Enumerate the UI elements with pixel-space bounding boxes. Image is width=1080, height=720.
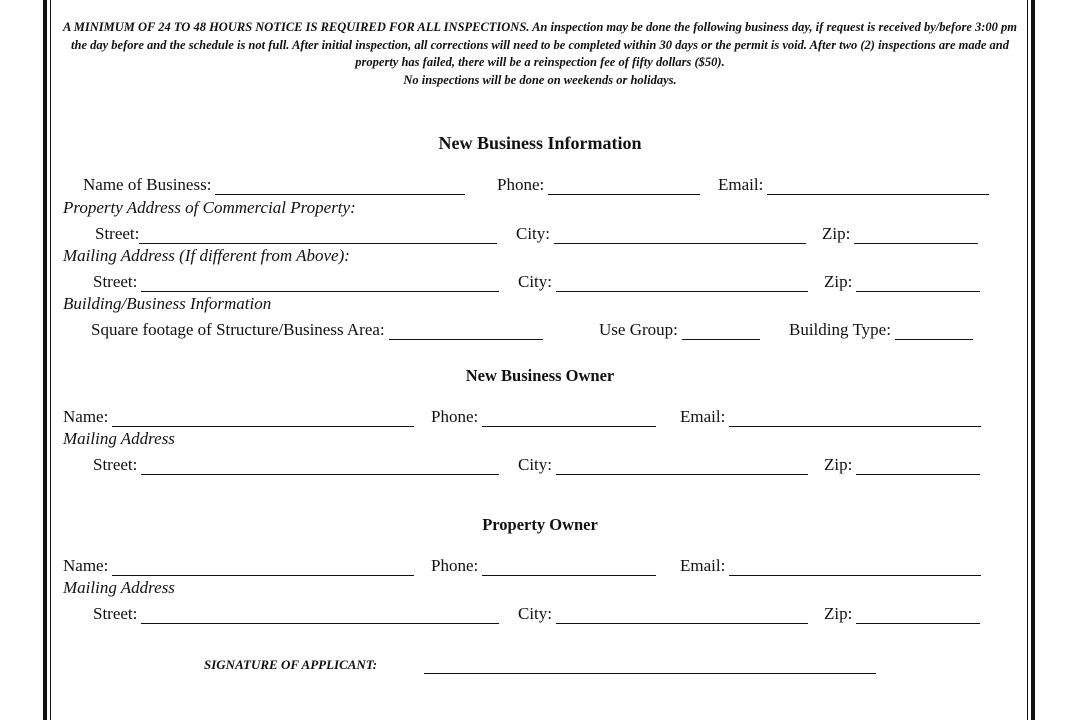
owner-city-field[interactable] bbox=[518, 453, 808, 475]
owner-name-input[interactable] bbox=[112, 410, 414, 427]
prop-owner-zip-field[interactable] bbox=[824, 602, 980, 624]
owner-street-field[interactable] bbox=[93, 453, 499, 475]
signature-label: SIGNATURE OF APPLICANT: bbox=[204, 657, 378, 672]
owner-phone-input[interactable] bbox=[482, 410, 656, 427]
owner-email-label: Email: bbox=[680, 407, 726, 426]
prop-owner-phone-label: Phone: bbox=[431, 556, 479, 575]
property-street-input[interactable] bbox=[139, 227, 497, 244]
mailing-street-label: Street: bbox=[93, 272, 138, 291]
business-name-field[interactable] bbox=[83, 173, 465, 195]
business-email-label: Email: bbox=[718, 175, 764, 194]
property-owner-title: Property Owner bbox=[482, 515, 598, 534]
mailing-street-row bbox=[0, 270, 1080, 292]
building-info-row bbox=[0, 318, 1080, 340]
prop-owner-mailing-heading: Mailing Address bbox=[63, 578, 175, 597]
building-info-heading: Building/Business Information bbox=[63, 294, 272, 313]
business-name-label: Name of Business: bbox=[83, 175, 212, 194]
prop-owner-street-input[interactable] bbox=[141, 607, 499, 624]
mailing-city-field[interactable] bbox=[518, 270, 808, 292]
prop-owner-zip-label: Zip: bbox=[824, 604, 853, 623]
business-phone-input[interactable] bbox=[548, 178, 700, 195]
prop-owner-phone-field[interactable] bbox=[431, 554, 656, 576]
owner-email-field[interactable] bbox=[680, 405, 981, 427]
business-name-input[interactable] bbox=[215, 178, 465, 195]
business-email-input[interactable] bbox=[767, 178, 989, 195]
mailing-zip-label: Zip: bbox=[824, 272, 853, 291]
prop-owner-name-input[interactable] bbox=[112, 559, 414, 576]
mailing-city-input[interactable] bbox=[556, 275, 808, 292]
owner-city-label: City: bbox=[518, 455, 553, 474]
mailing-zip-input[interactable] bbox=[856, 275, 980, 292]
owner-street-input[interactable] bbox=[141, 458, 499, 475]
owner-street-label: Street: bbox=[93, 455, 138, 474]
use-group-input[interactable] bbox=[682, 323, 760, 340]
owner-street-row bbox=[0, 453, 1080, 475]
prop-owner-street-label: Street: bbox=[93, 604, 138, 623]
mailing-zip-field[interactable] bbox=[824, 270, 980, 292]
prop-owner-email-label: Email: bbox=[680, 556, 726, 575]
prop-owner-name-row bbox=[0, 554, 1080, 576]
owner-phone-field[interactable] bbox=[431, 405, 656, 427]
sqft-input[interactable] bbox=[389, 323, 543, 340]
property-zip-label: Zip: bbox=[822, 224, 851, 243]
mailing-address-heading: Mailing Address (If different from Above): bbox=[63, 246, 350, 265]
owner-mailing-heading: Mailing Address bbox=[63, 429, 175, 448]
prop-owner-name-label: Name: bbox=[63, 556, 109, 575]
prop-owner-city-label: City: bbox=[518, 604, 553, 623]
new-business-title: New Business Information bbox=[438, 133, 642, 153]
prop-owner-zip-input[interactable] bbox=[856, 607, 980, 624]
prop-owner-phone-input[interactable] bbox=[482, 559, 656, 576]
property-address-heading: Property Address of Commercial Property: bbox=[63, 198, 356, 217]
inspection-notice bbox=[60, 19, 1020, 89]
sqft-field[interactable] bbox=[91, 318, 543, 340]
signature-input[interactable] bbox=[424, 673, 876, 674]
prop-owner-name-field[interactable] bbox=[63, 554, 414, 576]
new-owner-title: New Business Owner bbox=[465, 366, 615, 385]
owner-zip-field[interactable] bbox=[824, 453, 980, 475]
property-city-input[interactable] bbox=[554, 227, 806, 244]
owner-name-label: Name: bbox=[63, 407, 109, 426]
prop-owner-email-input[interactable] bbox=[729, 559, 981, 576]
prop-owner-city-field[interactable] bbox=[518, 602, 808, 624]
business-phone-field[interactable] bbox=[497, 173, 700, 195]
mailing-city-label: City: bbox=[518, 272, 553, 291]
notice-body-text: An inspection may be done the following business day, if request is received by/before 3:00 pm the day before and the schedule is not full. After initial inspection, all corrections will need to be completed within 30 days or the permit is void. After two (2) inspections are made and property has failed, there will be a reinspection fee of fifty dollars ($50). bbox=[71, 20, 1018, 69]
building-type-input[interactable] bbox=[895, 323, 973, 340]
owner-phone-label: Phone: bbox=[431, 407, 479, 426]
prop-owner-email-field[interactable] bbox=[680, 554, 981, 576]
use-group-label: Use Group: bbox=[599, 320, 678, 339]
owner-zip-label: Zip: bbox=[824, 455, 853, 474]
property-zip-input[interactable] bbox=[854, 227, 978, 244]
building-type-field[interactable] bbox=[789, 318, 973, 340]
prop-owner-city-input[interactable] bbox=[556, 607, 808, 624]
business-name-row bbox=[0, 173, 1080, 195]
owner-name-field[interactable] bbox=[63, 405, 414, 427]
notice-weekend-text: No inspections will be done on weekends or holidays. bbox=[403, 72, 677, 87]
mailing-street-field[interactable] bbox=[93, 270, 499, 292]
prop-owner-street-row bbox=[0, 602, 1080, 624]
prop-owner-street-field[interactable] bbox=[93, 602, 499, 624]
building-type-label: Building Type: bbox=[789, 320, 891, 339]
property-street-field[interactable] bbox=[95, 222, 497, 244]
owner-zip-input[interactable] bbox=[856, 458, 980, 475]
mailing-street-input[interactable] bbox=[141, 275, 499, 292]
sqft-label: Square footage of Structure/Business Area: bbox=[91, 320, 385, 339]
owner-name-row bbox=[0, 405, 1080, 427]
property-street-row bbox=[0, 222, 1080, 244]
owner-city-input[interactable] bbox=[556, 458, 808, 475]
business-email-field[interactable] bbox=[718, 173, 989, 195]
property-zip-field[interactable] bbox=[822, 222, 978, 244]
property-city-field[interactable] bbox=[516, 222, 806, 244]
owner-email-input[interactable] bbox=[729, 410, 981, 427]
property-city-label: City: bbox=[516, 224, 551, 243]
business-phone-label: Phone: bbox=[497, 175, 545, 194]
notice-bold-text: A MINIMUM OF 24 TO 48 HOURS NOTICE IS REQUIRED FOR ALL INSPECTIONS. bbox=[62, 20, 530, 34]
property-street-label: Street: bbox=[95, 224, 140, 243]
use-group-field[interactable] bbox=[599, 318, 760, 340]
